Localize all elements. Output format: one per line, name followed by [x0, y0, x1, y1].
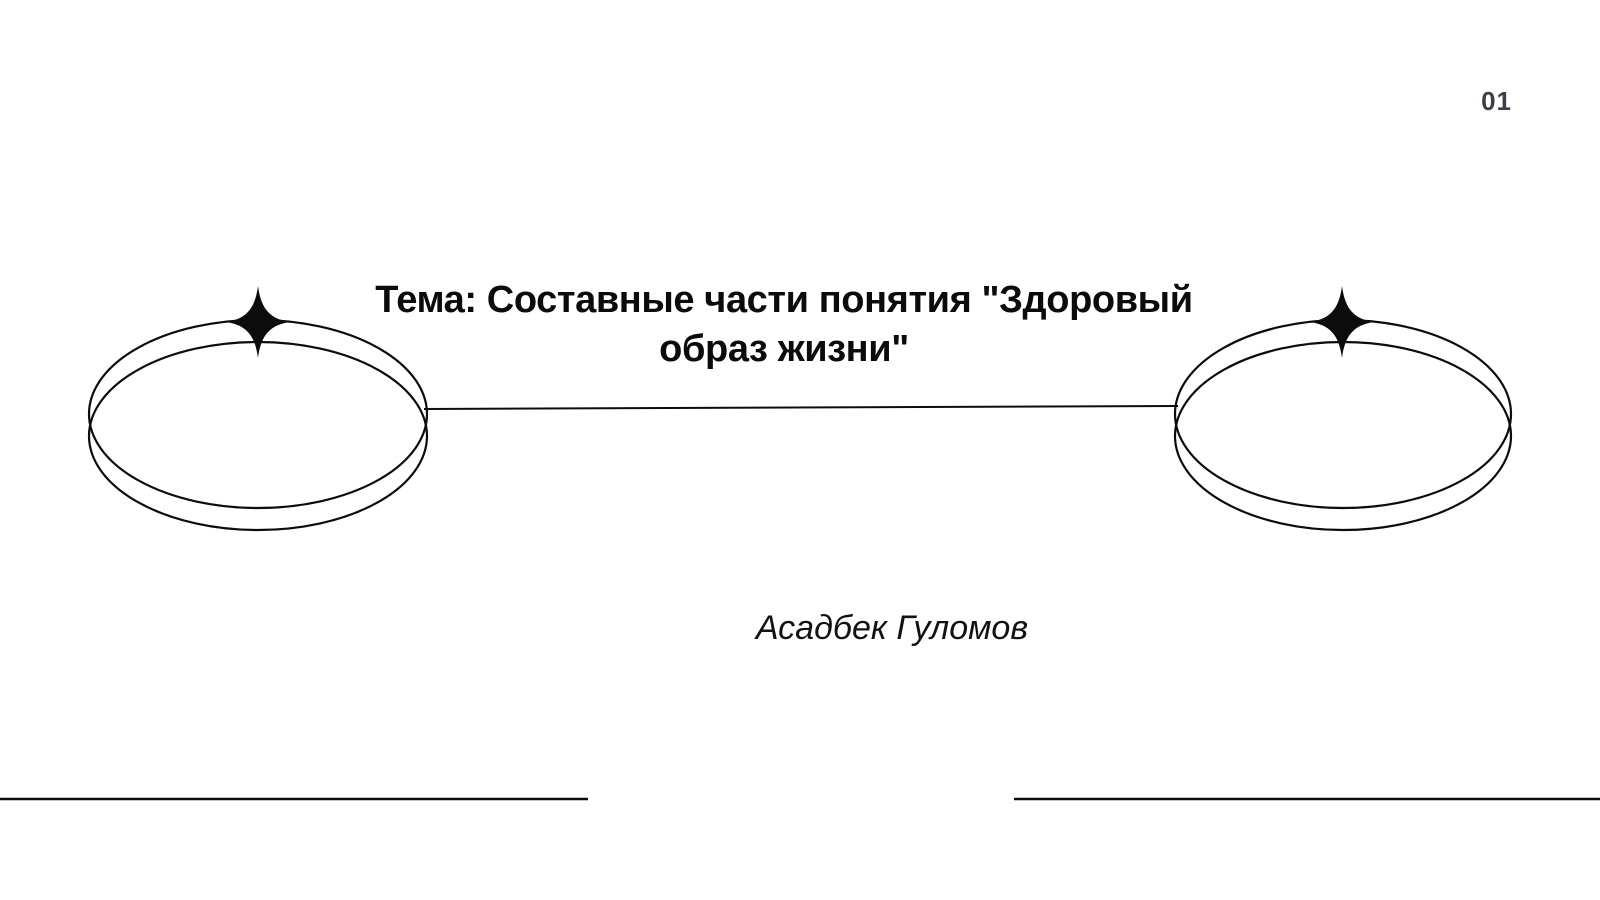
- author-name: Асадбек Гуломов: [755, 609, 1029, 647]
- sparkle-icon: [1310, 286, 1374, 358]
- page-number: 01: [1481, 86, 1512, 116]
- slide-title: Тема: Составные части понятия "Здоровый образ жизни": [375, 279, 1193, 371]
- connector-line: [424, 406, 1178, 409]
- sparkle-icon: [226, 286, 290, 358]
